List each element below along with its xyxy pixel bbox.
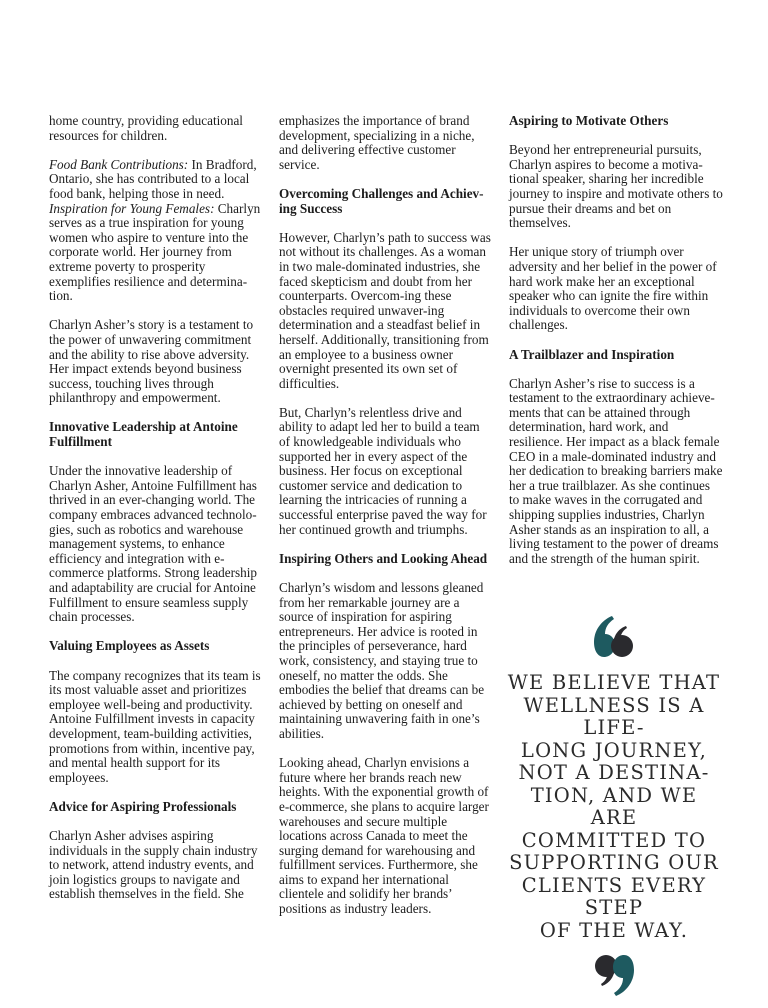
pull-quote-line: NOT A DESTINA- [518, 761, 710, 784]
paragraph: Charlyn’s wisdom and lessons gleaned from her remarkable journey are a source of inspiration for aspiring entrepreneurs. Her advice is rooted in the principles of perseverance, hard work, consistency, and staying true to oneself, no matter the odds. She embodies the belief that dreams can be achieved by betting on oneself and maintaining unwavering faith in one’s abilities. [279, 580, 485, 741]
paragraph: emphasizes the importance of brand development, specializing in a niche, and delivering effective customer service. [279, 113, 475, 172]
food-bank-label: Food Bank Contributions: [49, 156, 189, 172]
pull-quote-text [505, 672, 723, 942]
section-heading: A Trailblazer and Inspiration [509, 346, 675, 362]
section-heading: Overcoming Challenges and Achiev-ing Success [279, 185, 484, 216]
paragraph: Charlyn Asher’s rise to success is a testament to the extraordinary achieve-ments that can be attained through determination, hard work, and resilience. Her impact as a black female CEO in a male-dominated industry and her dedication to breaking barriers make her a true trailblazer. As she continues to make waves in the corrugated and shipping supplies industries, Charlyn Asher stands as an inspiration to all, a living testament to the power of dreams and the strength of the human spirit. [509, 375, 723, 566]
food-bank-text: In Bradford, Ontario, she has contributed to a local food bank, helping those in need. [49, 156, 257, 201]
young-females-label: Inspiration for Young Females: [49, 200, 215, 216]
paragraph-food-bank [49, 158, 261, 202]
paragraph: Beyond her entrepreneurial pursuits, Charlyn aspires to become a motiva-tional speaker, sharing her incredible journey to inspire and motivate others to pursue their dreams and bet on themselves. [509, 142, 723, 231]
section-heading: Valuing Employees as Assets [49, 638, 210, 654]
open-quote-icon [588, 612, 640, 664]
paragraph: However, Charlyn’s path to success was not without its challenges. As a woman in two male-dominated industries, she faced skepticism and doubt from her counterparts. Overcom-ing these obstacles required unwaver-ing determination and a steadfast belief in herself. Additionally, transitioning from an employee to a business owner overnight presented its own set of difficulties. [279, 229, 491, 391]
paragraph: Charlyn Asher’s story is a testament to the power of unwavering commitment and the ability to rise above adversity. Her impact extends beyond business success, touching lives through philanthropy and empowerment. [49, 317, 254, 406]
paragraph: Charlyn Asher advises aspiring individuals in the supply chain industry to network, attend industry events, and join logistics groups to navigate and establish themselves in the field. She [49, 828, 258, 902]
pull-quote-line: OF THE WAY. [539, 918, 689, 942]
article-column-2 [279, 114, 491, 931]
pull-quote-line: WELLNESS IS A LIFE- [523, 693, 705, 739]
section-heading: Advice for Aspiring Professionals [49, 798, 237, 814]
section-heading: Innovative Leadership at Antoine Fulfillment [49, 419, 238, 450]
pull-quote-line: WE BELIEVE THAT [507, 671, 721, 694]
pull-quote-line: SUPPORTING OUR [509, 851, 719, 874]
paragraph: Looking ahead, Charlyn envisions a future where her brands reach new heights. With the exponential growth of e-commerce, she plans to acquire larger warehouses and secure multiple locations across Canada to meet the surging demand for warehousing and fulfillment services. Furthermore, she aims to expand her international clientele and solidify her brands’ positions as industry leaders. [279, 755, 489, 917]
pull-quote-line: LONG JOURNEY, [520, 738, 708, 762]
pull-quote [505, 612, 723, 1000]
pull-quote-line: CLIENTS EVERY STEP [521, 873, 707, 919]
pull-quote-line: TION, AND WE ARE [530, 783, 698, 829]
paragraph: But, Charlyn’s relentless drive and ability to adapt led her to build a team of knowledgeable individuals who supported her in every aspect of the business. Her focus on exceptional customer service and dedication to learning the intricacies of running a successful enterprise paved the way for her continued growth and triumphs. [279, 404, 487, 537]
article-column-1 [49, 114, 261, 917]
young-females-text: Charlyn serves as a true inspiration for young women who aspire to venture into the corporate world. Her journey from extreme poverty to prosperity exemplifies resilience and determina-tion. [49, 200, 261, 304]
pull-quote-line: COMMITTED TO [521, 828, 707, 852]
paragraph: The company recognizes that its team is its most valuable asset and prioritizes employee well-being and productivity. Antoine Fulfillment invests in capacity development, team-building activities, promotions from within, incentive pay, and mental health support for its employees. [49, 667, 261, 785]
section-heading: Aspiring to Motivate Others [509, 113, 669, 128]
section-heading: Inspiring Others and Looking Ahead [279, 550, 488, 566]
close-quote-icon [588, 948, 640, 1000]
paragraph: Under the innovative leadership of Charlyn Asher, Antoine Fulfillment has thrived in an ever-changing world. The company embraces advanced technolo-gies, such as robotics and warehouse management systems, to enhance efficiency and integration with e-commerce platforms. Strong leadership and adaptability are crucial for Antoine Fulfillment to ensure seamless supply chain processes. [49, 463, 258, 625]
paragraph: Her unique story of triumph over adversity and her belief in the power of hard work make her an exceptional speaker who can ignite the fire within individuals to overcome their own challenges. [509, 244, 717, 333]
paragraph: home country, providing educational resources for children. [49, 113, 243, 143]
paragraph-young-females [49, 202, 261, 304]
article-column-3 [509, 114, 723, 581]
